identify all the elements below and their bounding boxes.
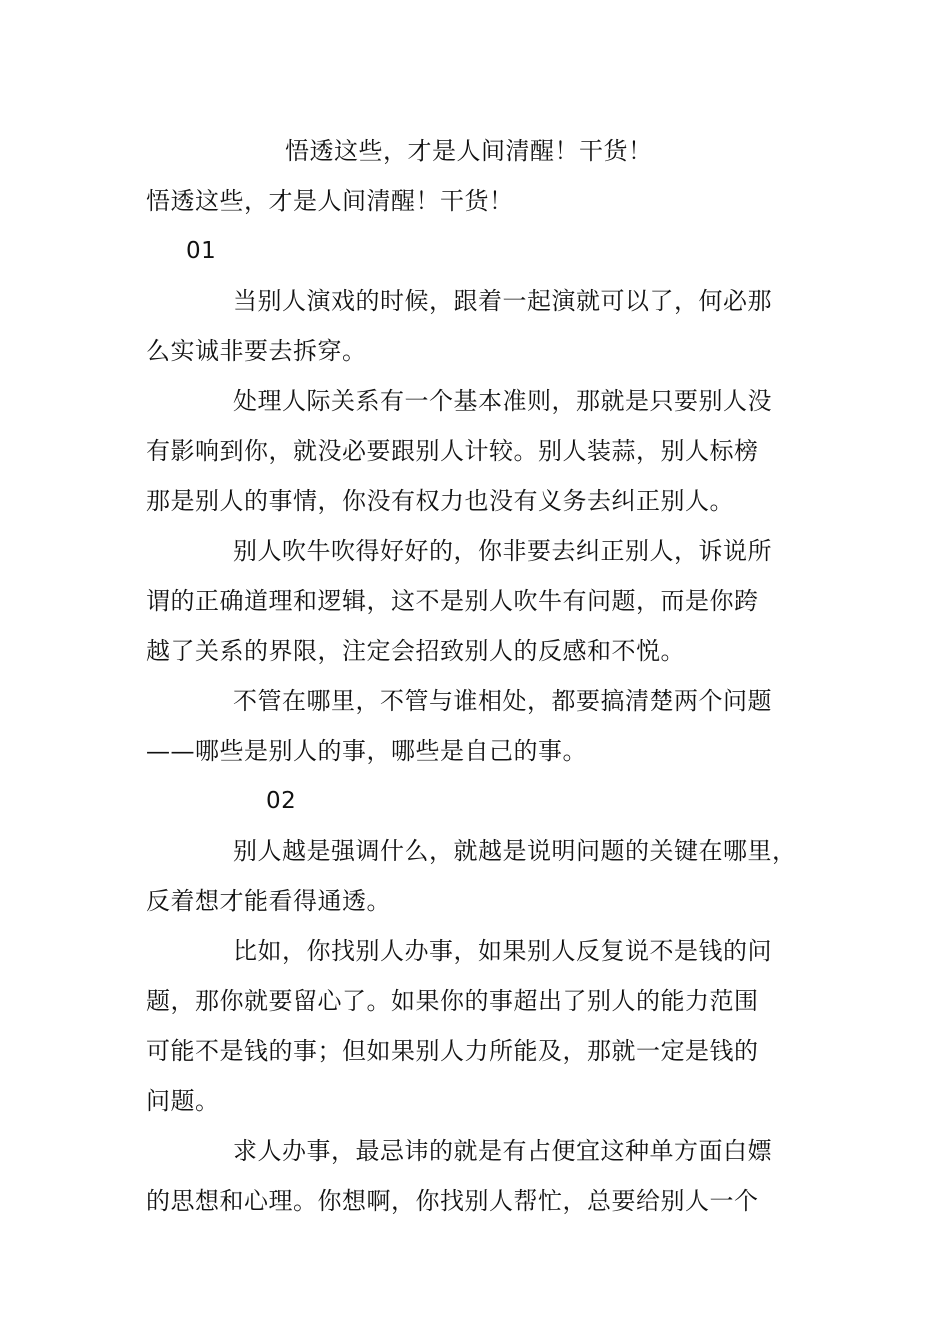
section-number-02: 02 (266, 788, 297, 814)
paragraph-line: ——哪些是别人的事，哪些是自己的事。 (146, 737, 587, 765)
document-title: 悟透这些，才是人间清醒！干货！ (285, 137, 653, 165)
paragraph-line: 处理人际关系有一个基本准则，那就是只要别人没 (233, 387, 772, 415)
paragraph-line: 么实诚非要去拆穿。 (146, 337, 367, 365)
paragraph-line: 题，那你就要留心了。如果你的事超出了别人的能力范围 (146, 987, 759, 1015)
paragraph-line: 越了关系的界限，注定会招致别人的反感和不悦。 (146, 637, 685, 665)
paragraph-line: 求人办事，最忌讳的就是有占便宜这种单方面白嫖 (233, 1137, 772, 1165)
paragraph-line: 有影响到你，就没必要跟别人计较。别人装蒜，别人标榜 (146, 437, 759, 465)
paragraph-line: 反着想才能看得通透。 (146, 887, 391, 915)
paragraph-line: 当别人演戏的时候，跟着一起演就可以了，何必那 (233, 287, 772, 315)
paragraph-line: 谓的正确道理和逻辑，这不是别人吹牛有问题，而是你跨 (146, 587, 759, 615)
paragraph-line: 问题。 (146, 1087, 220, 1115)
paragraph-line: 不管在哪里，不管与谁相处，都要搞清楚两个问题 (233, 687, 772, 715)
paragraph-line: 的思想和心理。你想啊，你找别人帮忙，总要给别人一个 (146, 1187, 759, 1215)
paragraph-line: 那是别人的事情，你没有权力也没有义务去纠正别人。 (146, 487, 734, 515)
document-subtitle: 悟透这些，才是人间清醒！干货！ (146, 187, 514, 215)
section-number-01: 01 (186, 238, 217, 264)
paragraph-line: 别人吹牛吹得好好的，你非要去纠正别人，诉说所 (233, 537, 772, 565)
paragraph-line: 可能不是钱的事；但如果别人力所能及，那就一定是钱的 (146, 1037, 759, 1065)
paragraph-line: 比如，你找别人办事，如果别人反复说不是钱的问 (233, 937, 772, 965)
paragraph-line: 别人越是强调什么，就越是说明问题的关键在哪里， (233, 837, 797, 865)
